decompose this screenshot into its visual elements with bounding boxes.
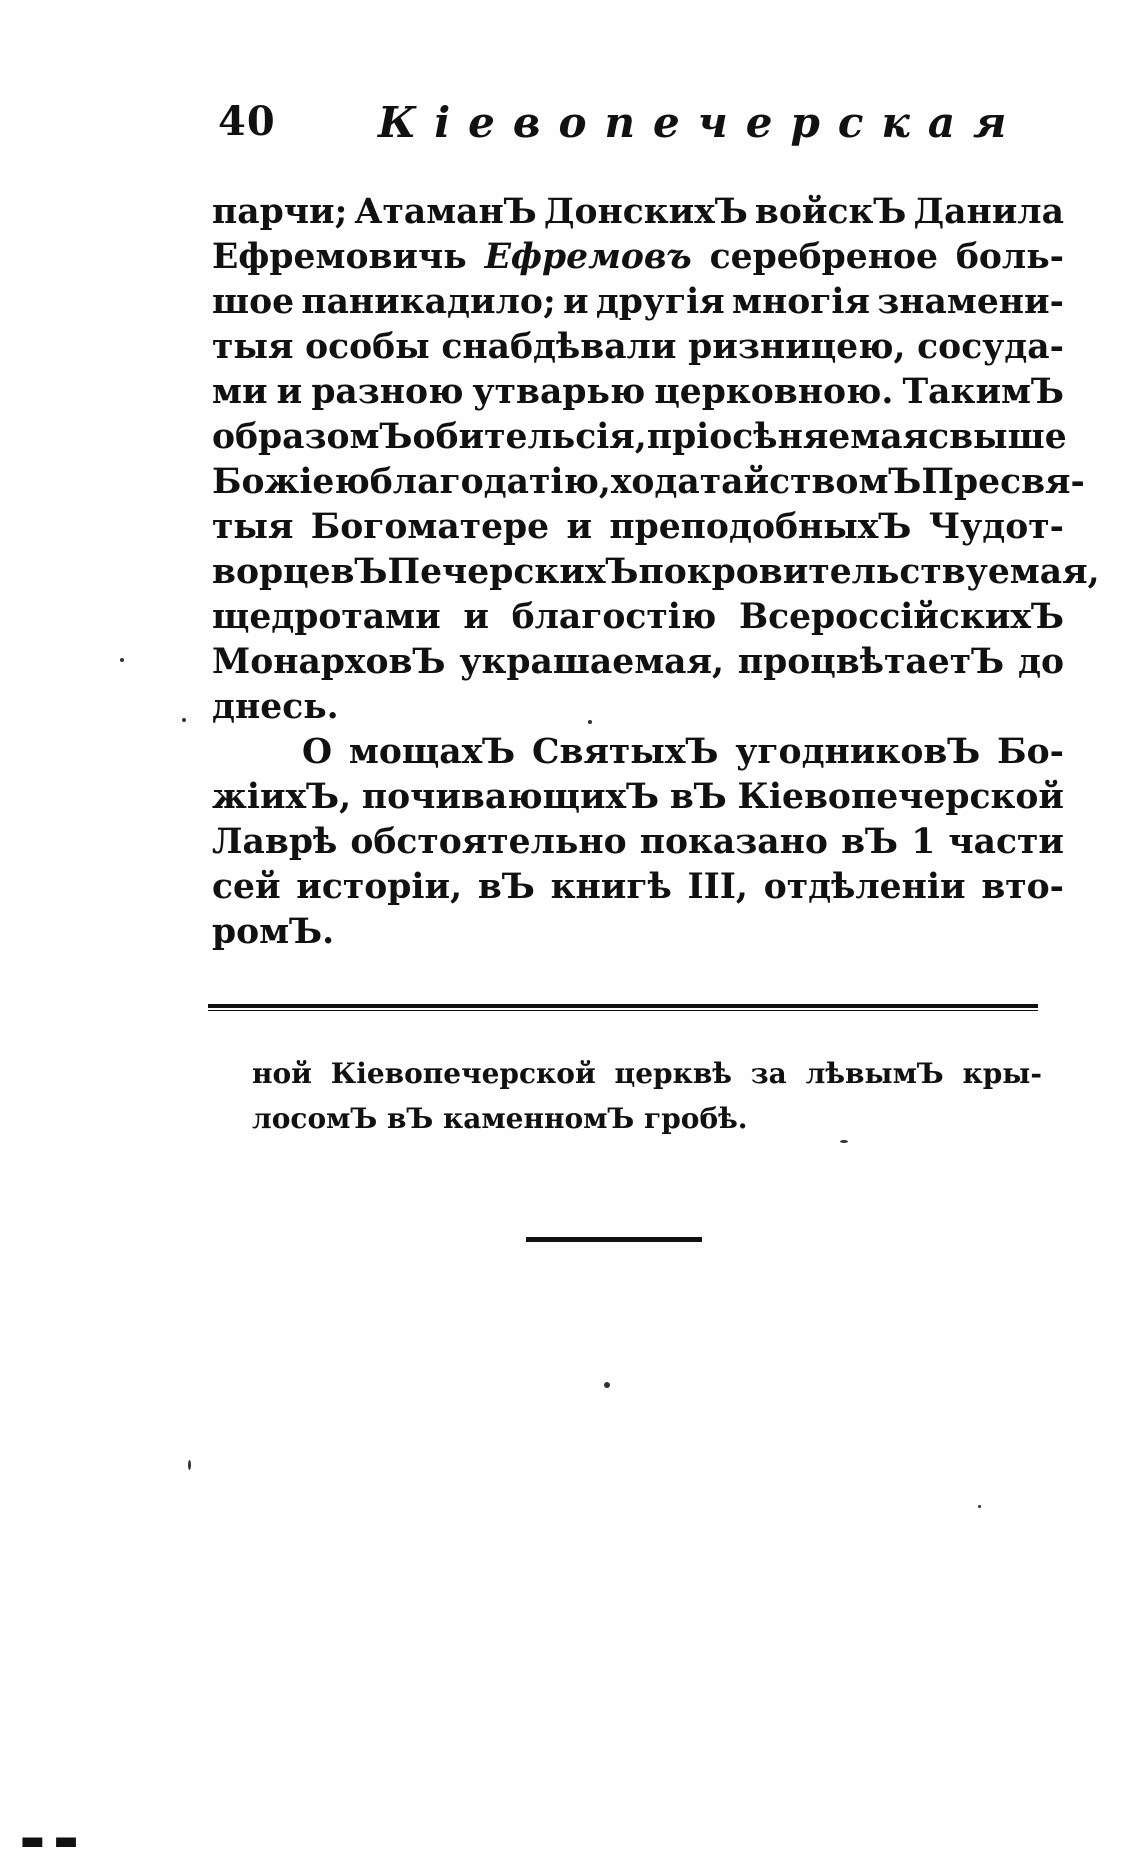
word: Кіевопечерской [737,777,1064,817]
body-text-line [212,235,1064,280]
word: части [948,822,1064,862]
word: вЪ [841,822,899,862]
word: ми [212,372,268,412]
running-title: Кіевопечерская [378,98,1025,147]
word: паникадило; [301,282,556,322]
body-text-line [212,640,1064,685]
word: днесь. [212,687,339,727]
word: Бо- [997,732,1064,772]
paper-speck [120,658,124,662]
word: процвѣтаетЪ [737,642,1005,682]
word: ходатайствомЪ [610,462,922,502]
footnote [252,1052,1042,1142]
word: и [566,507,593,547]
body-text-line [212,550,1100,595]
end-ornament-rule [526,1237,702,1242]
word: О [302,732,333,772]
word: III, [687,867,748,907]
word: за [750,1057,787,1090]
word: Кіевопечерской [330,1057,596,1090]
word: Ефремовичь [212,237,467,277]
body-text-line [212,190,1064,235]
word: особы [305,327,430,367]
word: вЪ [387,1102,434,1135]
word: и [562,282,589,322]
word: шое [212,282,295,322]
word: сосуда- [917,327,1064,367]
main-text [212,190,1100,955]
body-text-line [212,820,1064,865]
word: боль- [955,237,1064,277]
word: Богоматере [310,507,550,547]
word: почивающихЪ [361,777,660,817]
paper-speck [840,1140,848,1143]
word: обитель [412,417,576,457]
word: украшаемая, [459,642,725,682]
body-text-line [212,460,1085,505]
word: и [276,372,303,412]
body-text-line [212,505,1064,550]
word: покровительствуемая, [638,552,1100,592]
footnote-text-line [252,1097,1042,1142]
footnote-text-line [252,1052,1042,1097]
word: до [1017,642,1064,682]
paper-speck [588,720,592,724]
paper-speck [978,1505,981,1508]
word: ДонскихЪ [543,192,748,232]
word: сей [212,867,281,907]
page-header [218,98,1038,158]
body-text-line [212,595,1064,640]
word: и [463,597,489,637]
word: мощахЪ [348,732,516,772]
word: вЪ [669,777,727,817]
word: парчи; [212,192,348,232]
word: лосомЪ [252,1102,378,1135]
word: вто- [981,867,1064,907]
word: ВсероссійскихЪ [738,597,1064,637]
footnote-separator-rule [208,1004,1038,1011]
word: ворцевЪ [212,552,388,592]
word: щедротами [212,597,441,637]
word: гробѣ. [644,1102,748,1135]
word: книгѣ [550,867,672,907]
word: АтаманЪ [354,192,537,232]
paper-speck [182,718,186,722]
body-text-line [212,280,1064,325]
word: показано [639,822,828,862]
body-text-line [212,775,1064,820]
word: каменномЪ [443,1102,635,1135]
word: исторіи, [296,867,463,907]
word: угодниковЪ [735,732,981,772]
word: ной [252,1057,312,1090]
body-text-line [212,685,1064,730]
word: Чудот- [928,507,1064,547]
word: церковною. [654,372,894,412]
body-text-line [212,370,1064,415]
word: войскЪ [754,192,907,232]
word: ТакимЪ [902,372,1064,412]
word: сія, [575,417,647,457]
word: образомЪ [212,417,413,457]
word: Данила [913,192,1064,232]
word: благодатію, [369,462,611,502]
word: серебреное [709,237,938,277]
word: тыя [212,507,294,547]
page-number: 40 [218,98,276,145]
word: церквѣ [614,1057,732,1090]
word: МонарховЪ [212,642,446,682]
word: пріосѣняемая [646,417,929,457]
word: СвятыхЪ [532,732,719,772]
word: 1 [911,822,936,862]
word: лѣвымЪ [805,1057,944,1090]
word: Ефремовъ [484,237,692,277]
word: Лаврѣ [212,822,338,862]
word: жіихЪ, [212,777,352,817]
body-text-line [212,910,1064,955]
word: разною [311,372,464,412]
body-text-line [212,325,1064,370]
word: утварью [472,372,646,412]
corner-mark: ▬ ▬ [20,1826,79,1856]
word: другія [595,282,725,322]
word: ромЪ. [212,912,335,952]
word: ризницею, [688,327,906,367]
word: обстоятельно [350,822,627,862]
word: кры- [962,1057,1042,1090]
body-text-line [212,865,1064,910]
word: свыше [928,417,1067,457]
word: Божіею [212,462,370,502]
word: ПечерскихЪ [387,552,639,592]
word: вЪ [477,867,535,907]
body-text-line [212,415,1067,460]
word: снабдѣвали [441,327,677,367]
word: благостію [511,597,717,637]
word: отдѣленіи [763,867,966,907]
word: тыя [212,327,294,367]
word: преподобныхЪ [609,507,912,547]
body-text-line [212,730,1064,775]
paper-speck [188,1460,191,1470]
paper-speck [604,1382,610,1388]
word: знамени- [877,282,1064,322]
word: многія [732,282,870,322]
word: Пресвя- [921,462,1085,502]
